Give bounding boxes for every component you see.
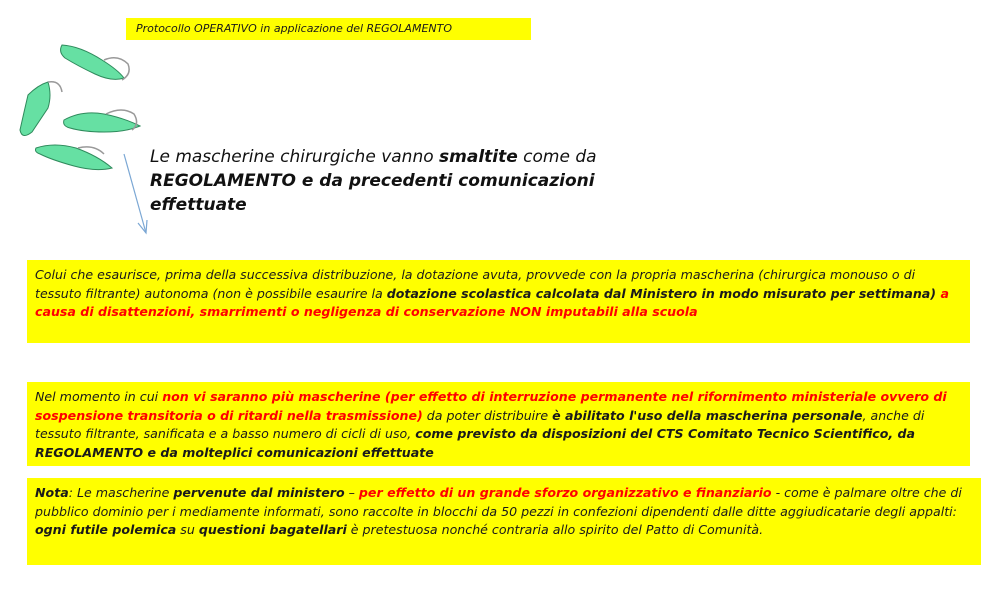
notice-text: –: [344, 485, 359, 500]
main-statement: [150, 145, 670, 217]
mask-icon: [61, 45, 130, 80]
mask-icon: [64, 110, 140, 132]
notice-alert: per effetto di un grande sforzo organizzativo e finanziario: [358, 485, 772, 500]
notice-text: , anche di tessuto filtrante, sanificata e a basso numero di cicli di uso,: [35, 407, 925, 441]
title-text: come da: [517, 147, 597, 167]
notice-emphasis: è abilitato l'uso della mascherina personale: [552, 407, 863, 423]
title-emphasis: REGOLAMENTO e da precedenti comunicazioni effettuate: [150, 171, 595, 215]
header-text: Protocollo OPERATIVO in applicazione del REGOLAMENTO: [136, 22, 453, 35]
notice-text: Nel momento in cui: [35, 389, 163, 404]
notice-text: è pretestuosa nonché contraria allo spirito del Patto di Comunità.: [346, 522, 764, 537]
notice-box-exhaustion: [27, 260, 970, 343]
notice-emphasis: pervenute dal ministero: [173, 485, 345, 500]
notice-box-personal-mask: [27, 382, 970, 466]
notice-emphasis: come previsto da disposizioni del CTS Comitato Tecnico Scientifico, da REGOLAMENTO e da molteplici comunicazioni effettuate: [35, 426, 916, 460]
notice-emphasis: dotazione scolastica calcolata dal Ministero in modo misurato per settimana): [386, 285, 937, 301]
notice-emphasis: ogni futile polemica: [35, 522, 177, 537]
mask-icon: [36, 145, 113, 170]
note-label: Nota: [35, 485, 69, 500]
notice-alert: a causa di disattenzioni, smarrimenti o negligenza di conservazione NON imputabili alla scuola: [35, 285, 949, 319]
notice-text: da poter distribuire: [422, 407, 553, 423]
notice-emphasis: questioni bagatellari: [198, 522, 347, 537]
notice-text: - come è palmare oltre che di pubblico dominio per i mediamente informati, sono raccolte in blocchi da 50 pezzi in confezioni dipendenti dalle ditte aggiudicatarie degli appalti:: [35, 485, 962, 519]
title-emphasis: smaltite: [439, 147, 518, 167]
notice-text: su: [176, 522, 199, 537]
header-banner: [126, 18, 531, 40]
notice-box-note: [27, 478, 981, 565]
notice-text: : Le mascherine: [68, 485, 174, 500]
arrow-icon: [124, 154, 147, 233]
notice-text: Colui che esaurisce, prima della successiva distribuzione, la dotazione avuta, provvede con la propria mascherina (chirurgica monouso o di tessuto filtrante) autonoma (non è possibile esaurire la: [35, 267, 916, 301]
mask-icon: [20, 82, 62, 136]
notice-alert: non vi saranno più mascherine (per effetto di interruzione permanente nel rifornimento ministeriale ovvero di sospensione transitoria o di ritardi nella trasmissione): [35, 389, 947, 423]
title-text: Le mascherine chirurgiche vanno: [150, 147, 440, 167]
